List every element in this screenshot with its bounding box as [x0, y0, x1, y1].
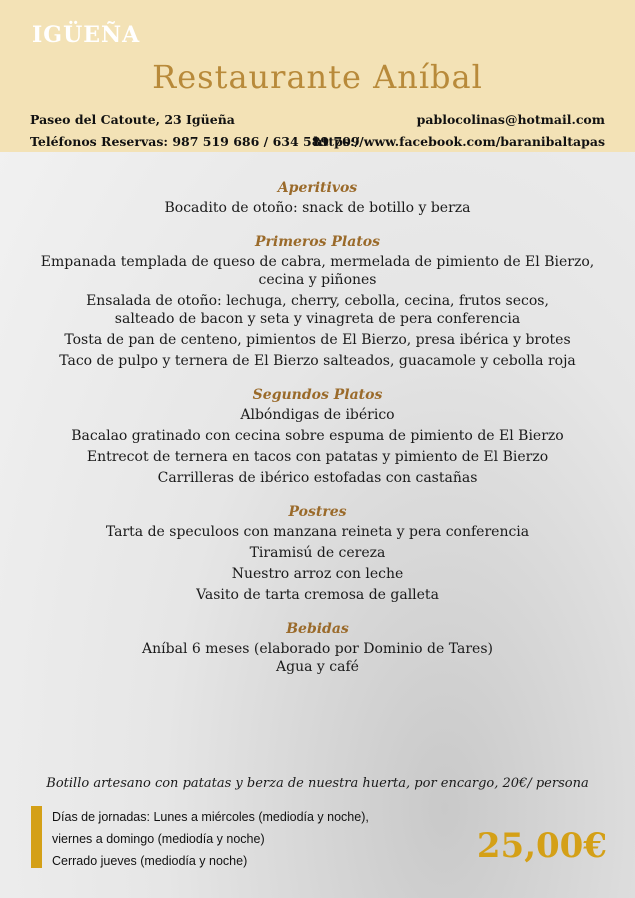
- schedule-line: Cerrado jueves (mediodía y noche): [52, 854, 248, 868]
- menu-item: Tarta de speculoos con manzana reineta y pera conferencia: [105, 524, 530, 540]
- category-title-aperitivos: Aperitivos: [277, 180, 358, 196]
- email-link[interactable]: pablocolinas@hotmail.com: [416, 112, 605, 127]
- menu-item: Vasito de tarta cremosa de galleta: [196, 587, 439, 603]
- menu-item: Aníbal 6 meses (elaborado por Dominio de Tares): [142, 641, 493, 657]
- header-band: [0, 0, 635, 152]
- category-title-bebidas: Bebidas: [286, 621, 349, 637]
- address: Paseo del Catoute, 23 Igüeña: [30, 112, 235, 127]
- botillo-note: Botillo artesano con patatas y berza de nuestra huerta, por encargo, 20€/ persona: [46, 776, 589, 791]
- menu-item: Albóndigas de ibérico: [240, 407, 395, 423]
- menu-item: Tiramisú de cereza: [249, 545, 386, 561]
- menu-item: cecina y piñones: [258, 272, 377, 288]
- category-title-segundos: Segundos Platos: [252, 387, 383, 403]
- schedule: [52, 806, 369, 872]
- menu-item: Agua y café: [276, 659, 359, 675]
- schedule-line: Días de jornadas: Lunes a miércoles (mediodía y noche),: [52, 810, 369, 824]
- menu-item: Carrilleras de ibérico estofadas con castañas: [157, 470, 478, 486]
- menu-item: salteado de bacon y seta y vinagreta de pera conferencia: [114, 311, 521, 327]
- menu-item: Bocadito de otoño: snack de botillo y berza: [164, 200, 471, 216]
- category-title-primeros: Primeros Platos: [254, 234, 380, 250]
- menu-item: Taco de pulpo y ternera de El Bierzo salteados, guacamole y cebolla roja: [59, 353, 576, 369]
- schedule-line: viernes a domingo (mediodía y noche): [52, 832, 265, 846]
- menu-item: Bacalao gratinado con cecina sobre espuma de pimiento de El Bierzo: [71, 428, 564, 444]
- menu-price: 25,00€: [476, 826, 607, 866]
- town-name: IGÜEÑA: [32, 22, 141, 48]
- facebook-link[interactable]: https://www.facebook.com/baranibaltapas: [313, 134, 605, 149]
- category-title-postres: Postres: [288, 504, 347, 520]
- menu-item: Ensalada de otoño: lechuga, cherry, cebolla, cecina, frutos secos,: [86, 293, 549, 309]
- menu-item: Empanada templada de queso de cabra, mermelada de pimiento de El Bierzo,: [40, 254, 595, 270]
- menu-item: Nuestro arroz con leche: [231, 566, 404, 582]
- reservation-phones: Teléfonos Reservas: 987 519 686 / 634 589 709: [30, 134, 360, 149]
- menu-item: Entrecot de ternera en tacos con patatas y pimiento de El Bierzo: [86, 449, 549, 465]
- menu-item: Tosta de pan de centeno, pimientos de El Bierzo, presa ibérica y brotes: [64, 332, 571, 348]
- schedule-accent-bar: [31, 806, 42, 868]
- menu: [20, 180, 615, 676]
- restaurant-name: Restaurante Aníbal: [152, 58, 483, 96]
